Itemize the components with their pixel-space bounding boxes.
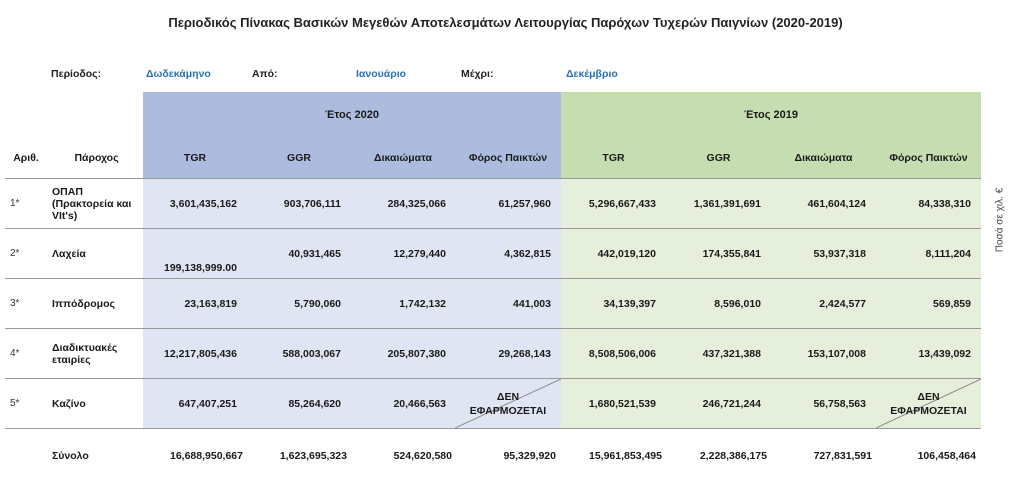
player-tax-2020-value: 29,268,143 <box>498 347 551 360</box>
column-header-ggr-2020: GGR <box>287 152 311 164</box>
to-label: Μέχρι: <box>461 68 494 80</box>
column-header-provider: Πάροχος <box>74 152 119 164</box>
player-tax-2019-value: 84,338,310 <box>918 197 971 210</box>
total-player-tax-2020: 95,329,920 <box>503 450 556 462</box>
tgr-2020-value: 3,601,435,162 <box>169 197 237 210</box>
row-index: 3* <box>10 298 20 309</box>
provider-name: ΟΠΑΠ (Πρακτορεία και VIt's) <box>52 185 132 222</box>
total-ggr-2020: 1,623,695,323 <box>279 450 347 462</box>
column-header-tgr-2020: TGR <box>183 152 207 164</box>
provider-name: Διαδικτυακές εταιρίες <box>52 341 118 366</box>
ggr-2020-value: 5,790,060 <box>294 297 341 310</box>
row-index: 5* <box>10 398 20 409</box>
column-header-fees-2019: Δικαιώματα <box>794 152 853 164</box>
report-title: Περιοδικός Πίνακας Βασικών Μεγεθών Αποτελεσμάτων Λειτουργίας Παρόχων Τυχερών Παιγνίων (2020-2019) <box>168 15 843 30</box>
tgr-2019-value: 8,508,506,006 <box>588 347 656 360</box>
column-header-player-tax-2019: Φόρος Παικτών <box>889 152 968 164</box>
tgr-2019-value: 442,019,120 <box>597 247 656 260</box>
row-index: 1* <box>10 198 20 209</box>
row-index: 4* <box>10 348 20 359</box>
fees-2020-value: 284,325,066 <box>387 197 446 210</box>
ggr-2019-value: 8,596,010 <box>714 297 761 310</box>
tgr-2020-value: 23,163,819 <box>184 297 237 310</box>
player-tax-2019-not-applicable: ΔΕΝ ΕΦΑΡΜΟΖΕΤΑΙ <box>890 390 967 417</box>
total-tgr-2020: 16,688,950,667 <box>170 450 243 462</box>
player-tax-2019-value: 8,111,204 <box>925 247 971 260</box>
provider-name: Ιππόδρομος <box>52 297 115 310</box>
ggr-2019-value: 246,721,244 <box>702 397 761 410</box>
from-value: Ιανουάριο <box>356 68 407 80</box>
tgr-2019-value: 34,139,397 <box>603 297 656 310</box>
total-ggr-2019: 2,228,386,175 <box>699 450 767 462</box>
player-tax-2019-value: 569,859 <box>933 297 971 310</box>
total-fees-2019: 727,831,591 <box>813 450 872 462</box>
column-header-tgr-2019: TGR <box>602 152 625 164</box>
player-tax-2020-not-applicable: ΔΕΝ ΕΦΑΡΜΟΖΕΤΑΙ <box>469 390 547 417</box>
year-2020-title: Έτος 2020 <box>325 109 379 121</box>
fees-2019-value: 56,758,563 <box>813 397 866 410</box>
column-header-fees-2020: Δικαιώματα <box>374 152 432 164</box>
period-value: Δωδεκάμηνο <box>146 68 211 80</box>
total-tgr-2019: 15,961,853,495 <box>589 450 662 462</box>
ggr-2019-value: 1,361,391,691 <box>693 197 761 210</box>
ggr-2020-value: 85,264,620 <box>288 397 341 410</box>
from-label: Από: <box>252 68 278 80</box>
fees-2020-value: 12,279,440 <box>393 247 446 260</box>
player-tax-2019-value: 13,439,092 <box>918 347 971 360</box>
provider-name: Καζίνο <box>52 397 86 410</box>
player-tax-2020-value: 61,257,960 <box>498 197 551 210</box>
provider-name: Λαχεία <box>52 247 86 260</box>
year-2019-title: Έτος 2019 <box>744 109 798 121</box>
tgr-2020-value: 199,138,999.00 <box>164 262 237 274</box>
column-header-player-tax-2020: Φόρος Παικτών <box>468 152 548 164</box>
total-fees-2020: 524,620,580 <box>393 450 452 462</box>
ggr-2019-value: 174,355,841 <box>702 247 761 260</box>
tgr-2019-value: 5,296,667,433 <box>588 197 656 210</box>
fees-2019-value: 2,424,577 <box>819 297 866 310</box>
column-header-ggr-2019: GGR <box>706 152 731 164</box>
row-divider <box>5 428 981 429</box>
fees-2020-value: 205,807,380 <box>387 347 446 360</box>
fees-2019-value: 153,107,008 <box>807 347 866 360</box>
total-player-tax-2019: 106,458,464 <box>917 450 976 462</box>
player-tax-2020-value: 4,362,815 <box>504 247 551 260</box>
ggr-2020-value: 40,931,465 <box>288 247 341 260</box>
column-header-index: Αριθ. <box>13 152 39 164</box>
tgr-2019-value: 1,680,521,539 <box>588 397 656 410</box>
player-tax-2020-value: 441,003 <box>513 297 551 310</box>
tgr-2020-value: 12,217,805,436 <box>164 347 237 360</box>
fees-2020-value: 20,466,563 <box>393 397 446 410</box>
ggr-2019-value: 437,321,388 <box>702 347 761 360</box>
to-value: Δεκέμβριο <box>566 68 618 80</box>
row-index: 2* <box>10 248 20 259</box>
fees-2019-value: 461,604,124 <box>807 197 866 210</box>
units-note: Ποσά σε χιλ. € <box>994 187 1006 253</box>
totals-label: Σύνολο <box>52 450 89 462</box>
fees-2019-value: 53,937,318 <box>813 247 866 260</box>
period-label: Περίοδος: <box>51 68 102 80</box>
fees-2020-value: 1,742,132 <box>399 297 446 310</box>
ggr-2020-value: 588,003,067 <box>282 347 341 360</box>
ggr-2020-value: 903,706,111 <box>283 197 341 210</box>
tgr-2020-value: 647,407,251 <box>178 397 237 410</box>
